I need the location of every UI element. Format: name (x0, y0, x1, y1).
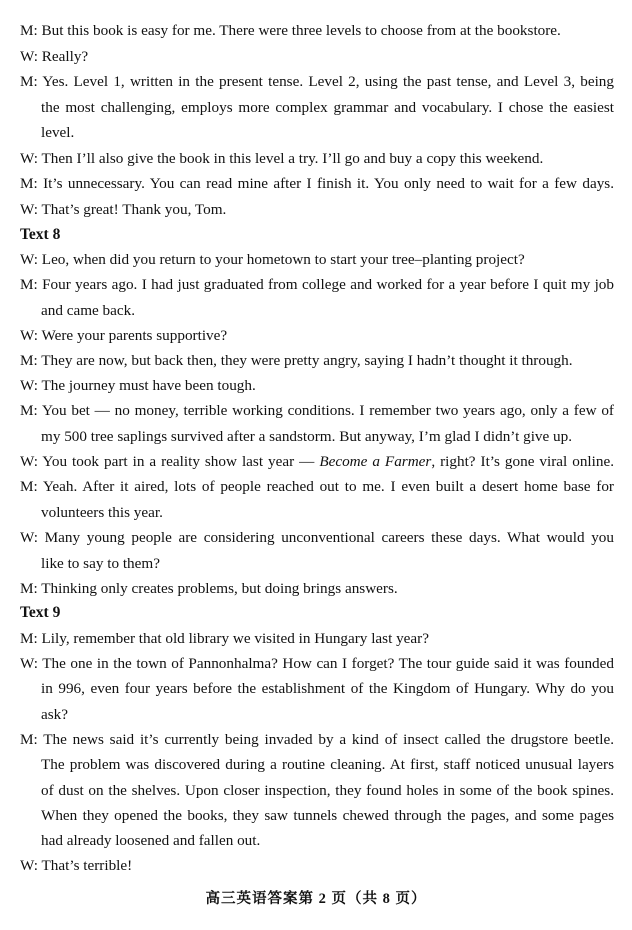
dialogue-line: ask? (41, 706, 68, 723)
dialogue-line: of dust on the shelves. Upon closer inspection, they found holes in some of the book spines. (41, 782, 614, 799)
show-title: Become a Farmer (319, 453, 432, 470)
dialogue-line: W: Leo, when did you return to your hometown to start your tree–planting project? (20, 251, 525, 268)
dialogue-line: in 996, even four years before the establishment of the Kingdom of Hungary. Why do you (41, 680, 614, 697)
dialogue-line: M: But this book is easy for me. There were three levels to choose from at the bookstore. (20, 22, 561, 39)
dialogue-line: had already loosened and fallen out. (41, 832, 261, 849)
dialogue-line: M: Yes. Level 1, written in the present tense. Level 2, using the past tense, and Level 3, being (20, 73, 614, 90)
dialogue-line: W: You took part in a reality show last year — Become a Farmer, right? It’s gone viral online. (20, 453, 614, 470)
dialogue-line: When they opened the books, they saw tunnels chewed through the pages, and some pages (41, 807, 614, 824)
dialogue-line: the most challenging, employs more complex grammar and vocabulary. I chose the easiest (41, 99, 614, 116)
page-footer: 高三英语答案第 2 页（共 8 页） (205, 891, 427, 907)
dialogue-line: M: The news said it’s currently being invaded by a kind of insect called the drugstore beetle. (20, 731, 614, 748)
dialogue-line: W: Really? (20, 48, 89, 65)
dialogue-line: W: Were your parents supportive? (20, 327, 228, 344)
dialogue-line: W: The one in the town of Pannonhalma? How can I forget? The tour guide said it was founded (20, 655, 614, 672)
dialogue-line: M: Yeah. After it aired, lots of people reached out to me. I even built a desert home base for (20, 478, 614, 495)
dialogue-line: M: It’s unnecessary. You can read mine after I finish it. You only need to wait for a few days. (20, 175, 614, 192)
dialogue-line: M: Thinking only creates problems, but doing brings answers. (20, 580, 398, 597)
section-heading: Text 8 (20, 226, 61, 243)
dialogue-line: my 500 tree saplings survived after a sandstorm. But anyway, I’m glad I didn’t give up. (41, 428, 573, 445)
dialogue-line: M: They are now, but back then, they were pretty angry, saying I hadn’t thought it through. (20, 352, 573, 369)
dialogue-line: W: The journey must have been tough. (20, 377, 256, 394)
section-heading: Text 9 (20, 604, 61, 621)
dialogue-line: level. (41, 124, 75, 141)
dialogue-line: The problem was discovered during a routine cleaning. At first, staff noticed unusual layers (41, 756, 614, 773)
dialogue-line: volunteers this year. (41, 504, 163, 521)
dialogue-line: W: Many young people are considering unconventional careers these days. What would you (20, 529, 614, 546)
dialogue-line: W: That’s great! Thank you, Tom. (20, 201, 227, 218)
dialogue-line: W: That’s terrible! (20, 857, 133, 874)
dialogue-line: M: Four years ago. I had just graduated from college and worked for a year before I quit my job (20, 276, 614, 293)
dialogue-line: W: Then I’ll also give the book in this level a try. I’ll go and buy a copy this weekend. (20, 150, 544, 167)
dialogue-line: like to say to them? (41, 555, 160, 572)
dialogue-line: M: Lily, remember that old library we visited in Hungary last year? (20, 630, 429, 647)
dialogue-line: and came back. (41, 302, 136, 319)
dialogue-line: M: You bet — no money, terrible working conditions. I remember two years ago, only a few of (20, 402, 614, 419)
